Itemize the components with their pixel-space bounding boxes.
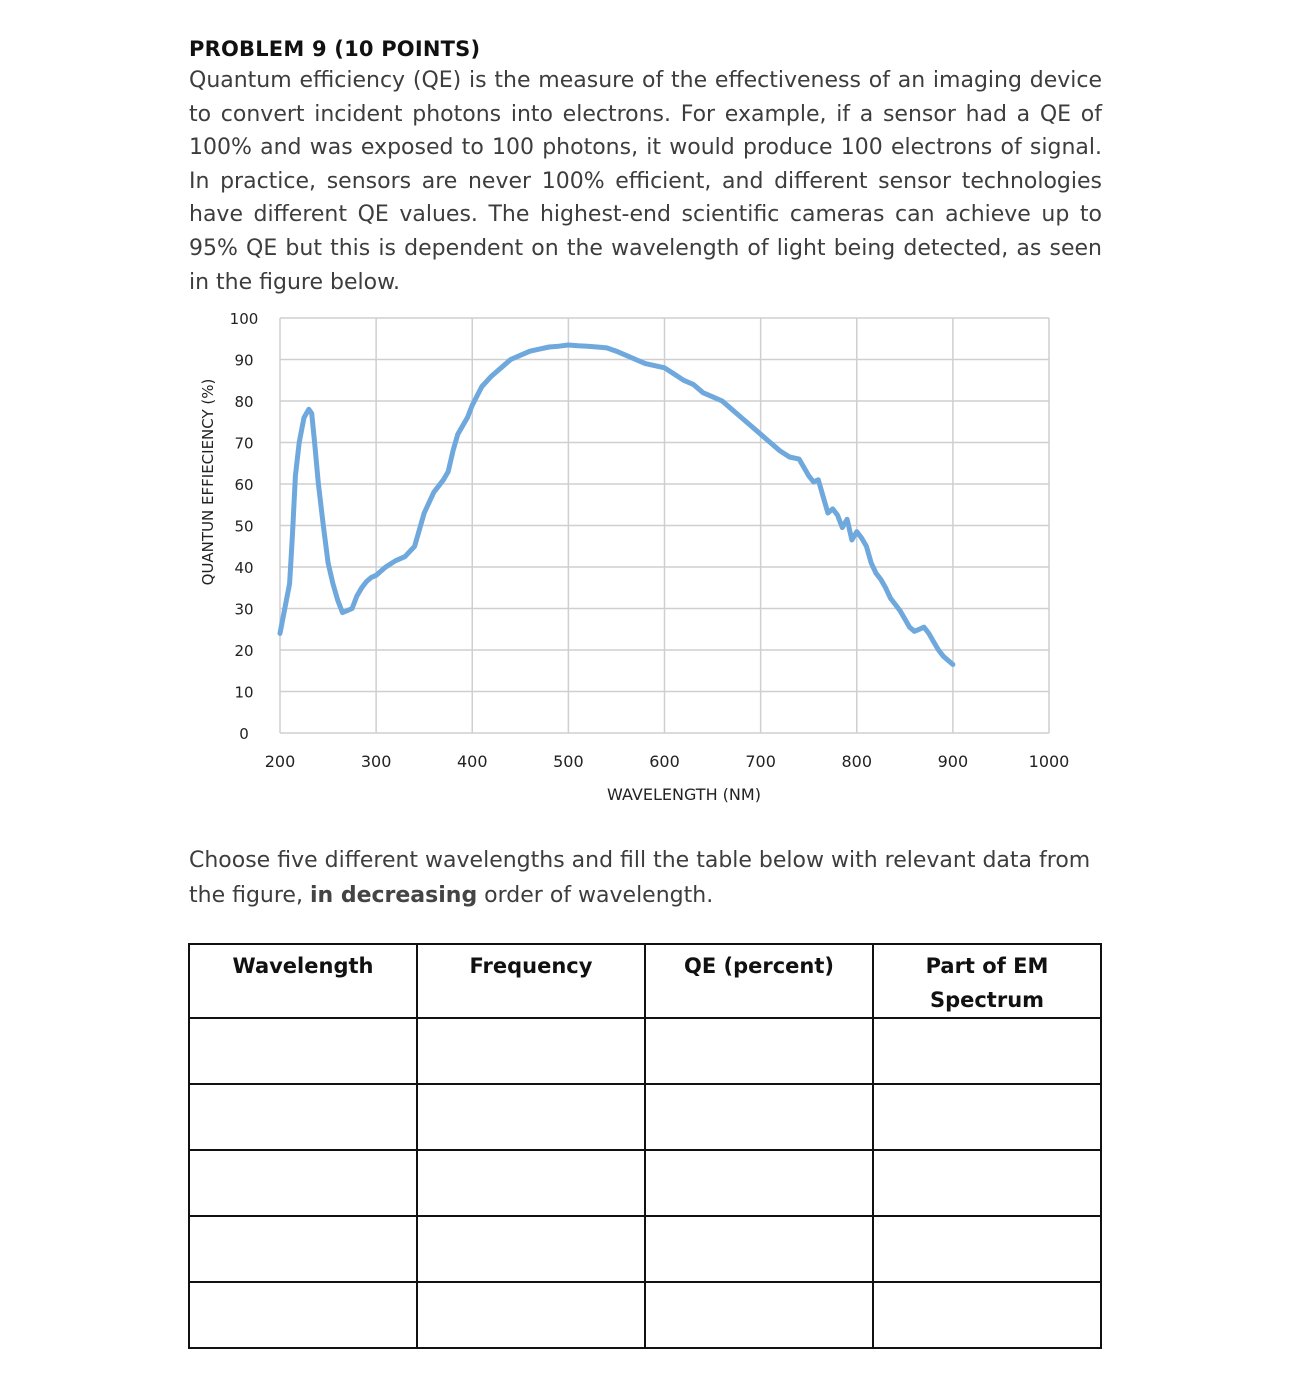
table-cell[interactable] bbox=[645, 1018, 873, 1084]
x-tick-label: 500 bbox=[553, 752, 584, 771]
header-wavelength: Wavelength bbox=[189, 944, 417, 1018]
table-cell[interactable] bbox=[417, 1282, 645, 1348]
table-cell[interactable] bbox=[417, 1084, 645, 1150]
y-tick-label: 80 bbox=[234, 393, 254, 411]
answer-table bbox=[188, 943, 1102, 1349]
table-row bbox=[189, 1216, 1101, 1282]
x-tick-label: 400 bbox=[456, 752, 488, 771]
table-cell[interactable] bbox=[189, 1018, 417, 1084]
y-tick-label: 90 bbox=[234, 351, 254, 370]
table-cell[interactable] bbox=[417, 1150, 645, 1216]
table-cell[interactable] bbox=[873, 1216, 1101, 1282]
table-cell[interactable] bbox=[645, 1216, 873, 1282]
y-tick-label: 0 bbox=[239, 725, 249, 743]
header-frequency: Frequency bbox=[417, 944, 645, 1018]
y-tick-label: 70 bbox=[234, 434, 254, 453]
table-row bbox=[189, 1084, 1101, 1150]
table-row bbox=[189, 1018, 1101, 1084]
qe-series-line bbox=[280, 345, 953, 665]
table-cell[interactable] bbox=[873, 1282, 1101, 1348]
instruction-after: order of wavelength. bbox=[477, 883, 714, 908]
table-cell[interactable] bbox=[645, 1282, 873, 1348]
x-tick-label: 900 bbox=[937, 752, 969, 771]
table-cell[interactable] bbox=[873, 1018, 1101, 1084]
table-cell[interactable] bbox=[189, 1084, 417, 1150]
y-tick-labels bbox=[230, 310, 259, 743]
y-tick-label: 20 bbox=[234, 642, 254, 660]
header-em-spectrum: Part of EM Spectrum bbox=[873, 944, 1101, 1018]
x-axis-label: WAVELENGTH (NM) bbox=[607, 785, 761, 804]
x-tick-labels bbox=[265, 752, 1070, 771]
x-tick-label: 1000 bbox=[1028, 752, 1070, 771]
y-tick-label: 10 bbox=[234, 683, 254, 702]
x-tick-label: 800 bbox=[841, 752, 873, 771]
problem-intro: Quantum efficiency (QE) is the measure of the effectiveness of an imaging device to convert incident photons into electrons. For example, if a sensor had a QE of 100% and was exposed to 100 photons, it would produce 100 electrons of signal. In practice, sensors are never 100% efficient, and different sensor technologies have different QE values. The highest-end scientific cameras can achieve up to 95% QE but this is dependent on the wavelength of light being detected, as seen in the figure below. bbox=[189, 68, 1102, 295]
table-cell[interactable] bbox=[417, 1018, 645, 1084]
table-cell[interactable] bbox=[417, 1216, 645, 1282]
y-tick-label: 40 bbox=[234, 559, 254, 577]
y-axis-label: QUANTUN EFFIECIENCY (%) bbox=[199, 378, 217, 586]
y-tick-label: 30 bbox=[234, 600, 254, 619]
table-cell[interactable] bbox=[189, 1216, 417, 1282]
instruction-bold: in decreasing bbox=[309, 883, 478, 908]
instruction-before: Choose five different wavelengths and fill the table below with relevant data from the figure, bbox=[189, 848, 1091, 908]
table-header-row bbox=[189, 944, 1101, 1018]
x-tick-label: 300 bbox=[360, 752, 392, 771]
table-cell[interactable] bbox=[189, 1150, 417, 1216]
y-tick-label: 100 bbox=[229, 310, 259, 328]
chart-grid bbox=[280, 318, 1049, 733]
instruction-text bbox=[189, 843, 1102, 913]
x-tick-label: 200 bbox=[264, 752, 296, 771]
header-qe: QE (percent) bbox=[645, 944, 873, 1018]
y-tick-label: 50 bbox=[234, 517, 254, 536]
qe-chart bbox=[0, 296, 1290, 816]
x-tick-label: 700 bbox=[745, 752, 776, 771]
x-tick-label: 600 bbox=[649, 752, 680, 771]
table-cell[interactable] bbox=[873, 1150, 1101, 1216]
table-row bbox=[189, 1150, 1101, 1216]
problem-section bbox=[189, 34, 1102, 299]
table-cell[interactable] bbox=[645, 1084, 873, 1150]
problem-title: PROBLEM 9 (10 POINTS) bbox=[189, 37, 481, 61]
table-cell[interactable] bbox=[873, 1084, 1101, 1150]
table-row bbox=[189, 1282, 1101, 1348]
table-cell[interactable] bbox=[645, 1150, 873, 1216]
table-cell[interactable] bbox=[189, 1282, 417, 1348]
y-tick-label: 60 bbox=[234, 476, 254, 494]
